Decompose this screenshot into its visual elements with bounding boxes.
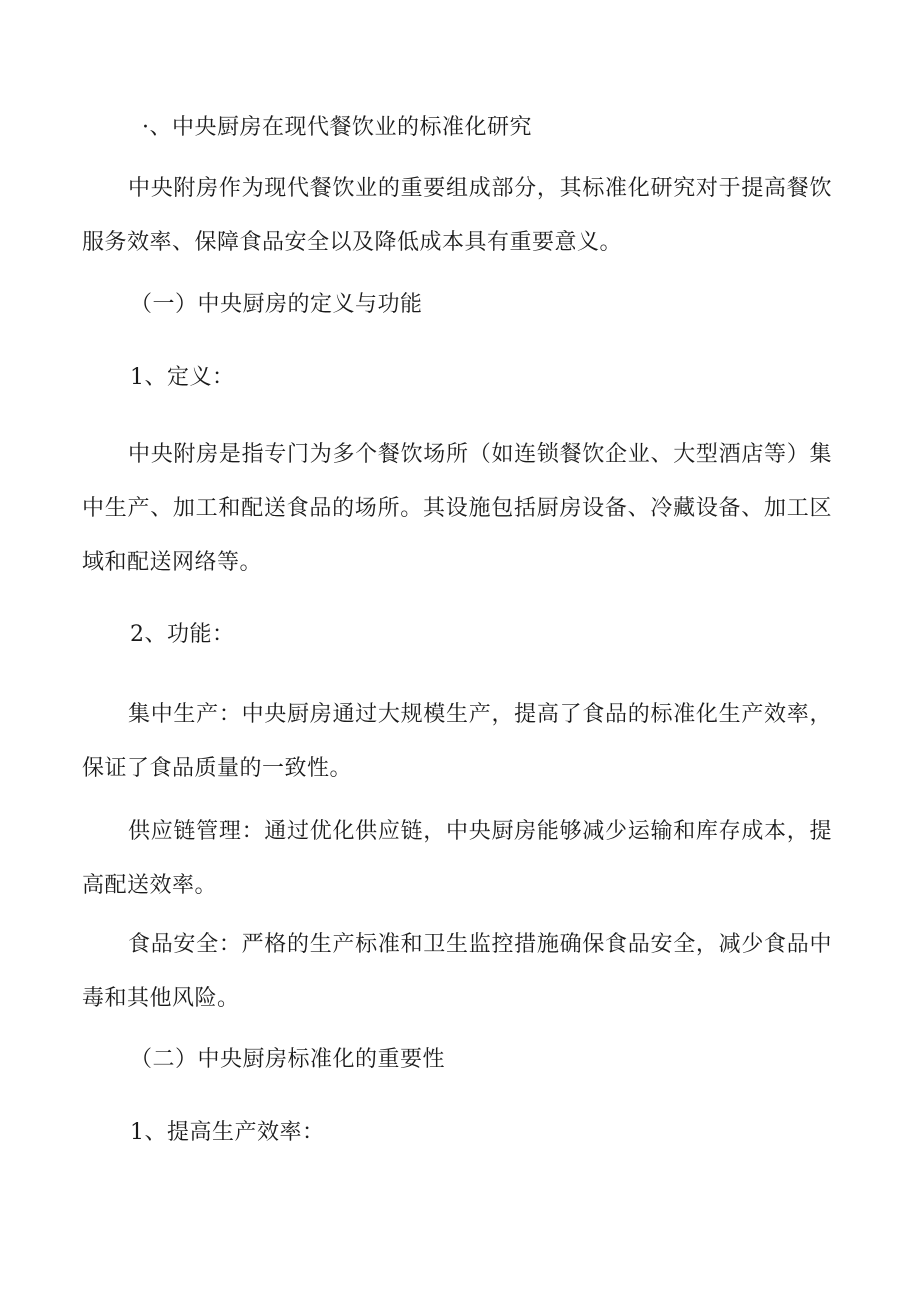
function-heading: 2、功能：: [130, 622, 235, 647]
function-food-safety: 食品安全：严格的生产标准和卫生监控措施确保食品安全，减少食品中毒和其他风险。: [82, 932, 832, 1011]
efficiency-heading: 1、提高生产效率：: [130, 1120, 325, 1145]
definition-heading: 1、定义：: [130, 365, 235, 390]
section1-heading: （一）中央厨房的定义与功能: [130, 292, 423, 317]
section2-heading: （二）中央厨房标准化的重要性: [130, 1047, 446, 1072]
document-title: ·、中央厨房在现代餐饮业的标准化研究: [142, 115, 532, 140]
definition-paragraph: 中央附房是指专门为多个餐饮场所（如连锁餐饮企业、大型酒店等）集中生产、加工和配送食品的场所。其设施包括厨房设备、冷藏设备、加工区域和配送网络等。: [82, 442, 832, 575]
intro-paragraph: 中央附房作为现代餐饮业的重要组成部分，其标准化研究对于提高餐饮服务效率、保障食品安全以及降低成本具有重要意义。: [82, 176, 832, 255]
function-centralized-production: 集中生产：中央厨房通过大规模生产，提高了食品的标准化生产效率，保证了食品质量的一致性。: [82, 702, 832, 781]
function-supply-chain: 供应链管理：通过优化供应链，中央厨房能够减少运输和库存成本，提高配送效率。: [82, 819, 832, 898]
